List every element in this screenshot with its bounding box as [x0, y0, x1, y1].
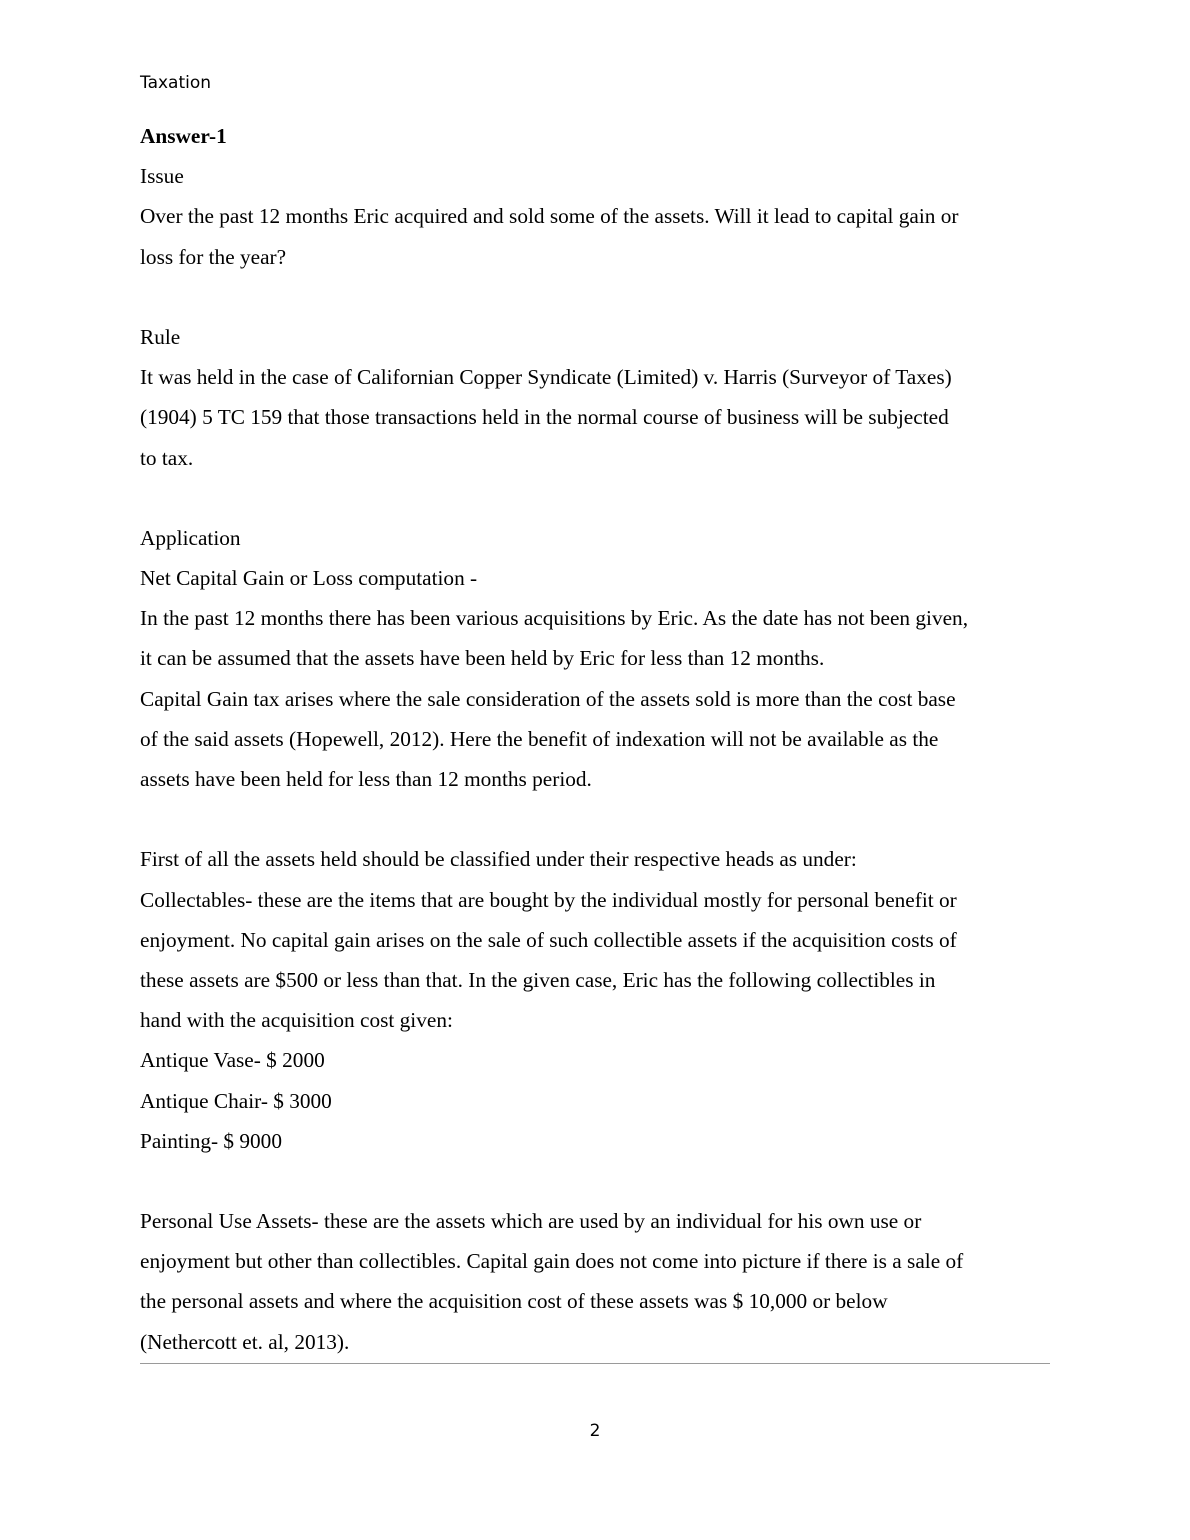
running-header: Taxation	[140, 73, 212, 93]
blank-line	[140, 277, 1050, 317]
page-number: 2	[589, 1421, 601, 1441]
classification-line: enjoyment. No capital gain arises on the sale of such collectible assets if the acquisition costs of	[140, 927, 957, 952]
collectible-item: Painting- $ 9000	[140, 1128, 282, 1153]
footer-divider	[140, 1363, 1050, 1364]
rule-line: It was held in the case of Californian Copper Syndicate (Limited) v. Harris (Surveyor of Taxes)	[140, 365, 952, 390]
classification-line: First of all the assets held should be classified under their respective heads as under:	[140, 847, 857, 872]
classification-line: hand with the acquisition cost given:	[140, 1008, 453, 1033]
personal-use-line: Personal Use Assets- these are the assets which are used by an individual for his own use or	[140, 1209, 922, 1234]
classification-line: Collectables- these are the items that are bought by the individual mostly for personal benefit or	[140, 887, 957, 912]
issue-heading: Issue	[140, 164, 184, 189]
rule-line: to tax.	[140, 445, 194, 470]
personal-use-line: the personal assets and where the acquisition cost of these assets was $ 10,000 or below	[140, 1289, 888, 1314]
application-line: In the past 12 months there has been various acquisitions by Eric. As the date has not been given,	[140, 606, 969, 631]
personal-use-line: enjoyment but other than collectibles. Capital gain does not come into picture if there is a sale of	[140, 1249, 964, 1274]
issue-line: loss for the year?	[140, 244, 287, 269]
blank-line	[140, 478, 1050, 518]
application-line: Capital Gain tax arises where the sale consideration of the assets sold is more than the cost base	[140, 686, 956, 711]
answer-heading: Answer-1	[140, 124, 227, 148]
collectible-item: Antique Vase- $ 2000	[140, 1048, 325, 1073]
rule-line: (1904) 5 TC 159 that those transactions held in the normal course of business will be subjected	[140, 405, 949, 430]
personal-use-line: (Nethercott et. al, 2013).	[140, 1329, 350, 1354]
application-line: of the said assets (Hopewell, 2012). Here the benefit of indexation will not be available as the	[140, 726, 939, 751]
application-line: assets have been held for less than 12 months period.	[140, 767, 592, 791]
document-body	[140, 116, 1050, 1362]
issue-line: Over the past 12 months Eric acquired and sold some of the assets. Will it lead to capital gain or	[140, 204, 959, 229]
blank-line	[140, 1161, 1050, 1201]
rule-heading: Rule	[140, 324, 181, 349]
classification-line: these assets are $500 or less than that. In the given case, Eric has the following collectibles in	[140, 967, 936, 992]
application-heading: Application	[140, 525, 241, 550]
blank-line	[140, 799, 1050, 839]
collectible-item: Antique Chair- $ 3000	[140, 1088, 332, 1113]
application-line: it can be assumed that the assets have been held by Eric for less than 12 months.	[140, 646, 825, 671]
application-line: Net Capital Gain or Loss computation -	[140, 566, 478, 591]
